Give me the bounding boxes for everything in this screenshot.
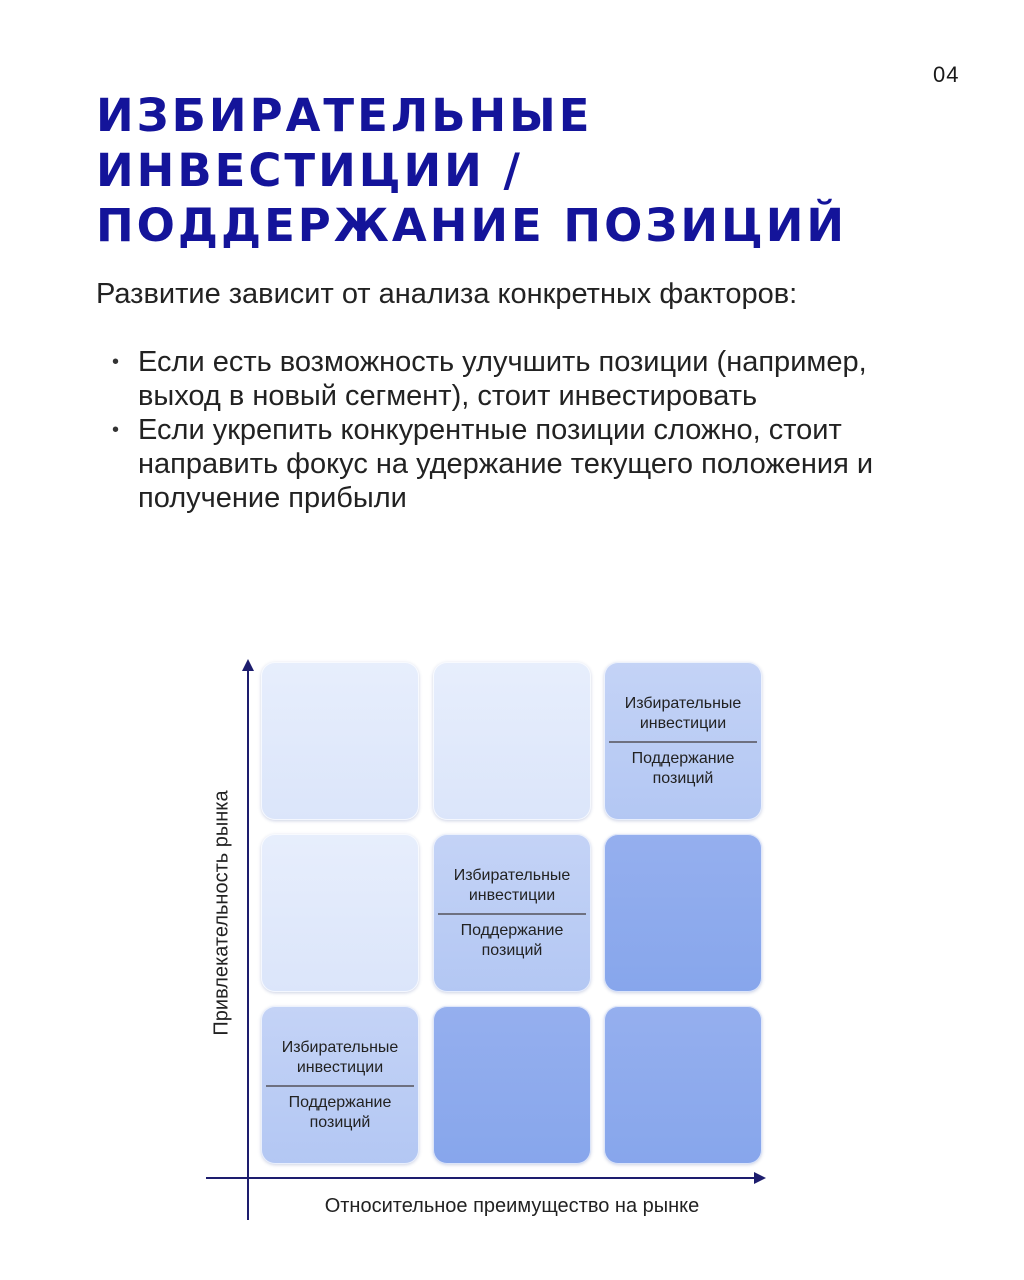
- y-axis-arrow-icon: [242, 659, 254, 671]
- title-line: ИНВЕСТИЦИИ /: [96, 144, 523, 197]
- matrix-cell: [433, 662, 591, 820]
- page-title: [96, 88, 956, 253]
- cell-bottom-label: Поддержание позиций: [631, 749, 735, 787]
- cell-bottom-label: Поддержание позиций: [460, 921, 564, 959]
- x-axis: [206, 1177, 758, 1179]
- cell-top-label: Избирательные инвестиции: [453, 866, 571, 904]
- matrix-cell: [604, 1006, 762, 1164]
- cell-divider: [609, 741, 757, 743]
- matrix-cell-labeled: [433, 834, 591, 992]
- title-line: ИЗБИРАТЕЛЬНЫЕ: [96, 89, 593, 142]
- matrix-cell: [433, 1006, 591, 1164]
- matrix-cell-labeled: [604, 662, 762, 820]
- cell-top-label: Избирательные инвестиции: [281, 1038, 399, 1076]
- y-axis-label: Привлекательность рынка: [210, 790, 233, 1036]
- x-axis-label: Относительное преимущество на рынке: [324, 1195, 700, 1217]
- matrix-cell: [604, 834, 762, 992]
- bullet-item: • Если укрепить конкурентные позиции сложно, стоит направить фокус на удержание текущего положения и получение прибыли: [138, 413, 938, 515]
- strategy-matrix: [200, 655, 780, 1225]
- page-number: 04: [933, 62, 960, 87]
- bullet-list: [138, 345, 938, 515]
- bullet-item: • Если есть возможность улучшить позиции (например, выход в новый сегмент), стоит инвестировать: [138, 345, 938, 413]
- matrix-cell: [261, 834, 419, 992]
- lead-paragraph: Развитие зависит от анализа конкретных факторов:: [96, 278, 798, 310]
- cell-top-label: Избирательные инвестиции: [624, 694, 742, 732]
- cell-divider: [266, 1085, 414, 1087]
- title-line: ПОДДЕРЖАНИЕ ПОЗИЦИЙ: [96, 199, 848, 252]
- cell-bottom-label: Поддержание позиций: [288, 1093, 392, 1131]
- matrix-cell-labeled: [261, 1006, 419, 1164]
- matrix-cell: [261, 662, 419, 820]
- cell-divider: [438, 913, 586, 915]
- y-axis: [247, 665, 249, 1220]
- x-axis-arrow-icon: [754, 1172, 766, 1184]
